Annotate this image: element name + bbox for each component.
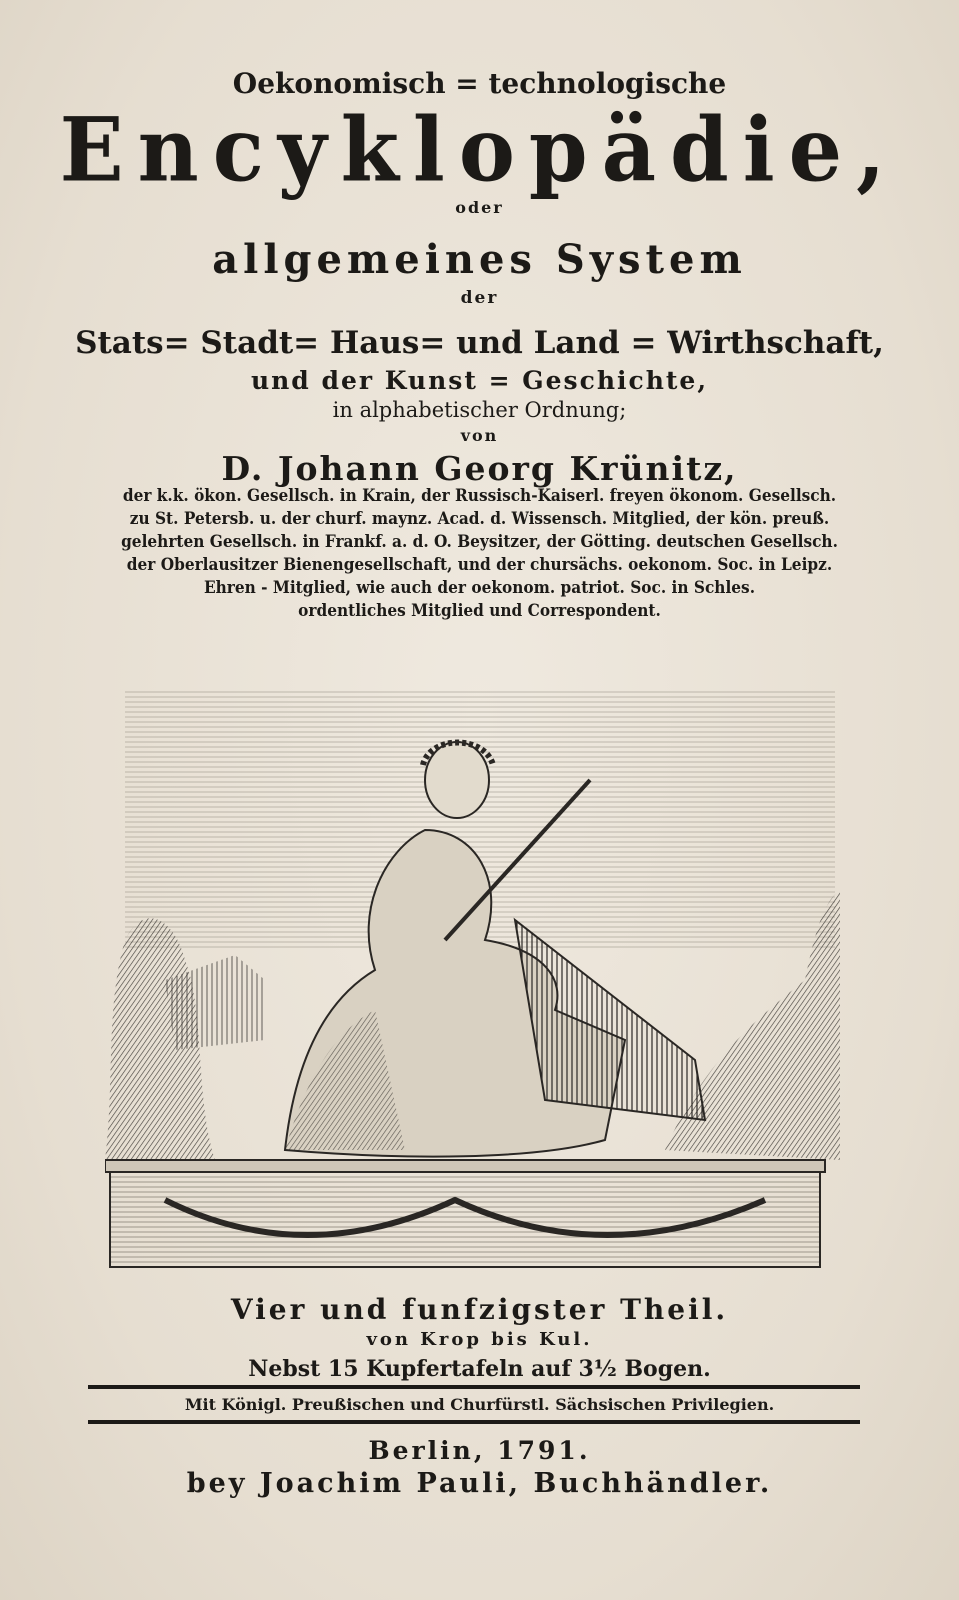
rule-divider [88,1385,860,1389]
oder-text: oder [455,198,504,217]
series-line: Oekonomisch = technologische [232,67,727,100]
order-text: in alphabetischer Ordnung; [332,398,627,422]
credential-line: der Oberlausitzer Bienengesellschaft, und der chursächs. oekonom. Soc. in Leipz. [126,555,833,574]
place-year: Berlin, 1791. [368,1436,591,1465]
plinth-top [105,1160,825,1172]
subject-line: Stats= Stadt= Haus= und Land = Wirthschaft, [75,325,884,361]
subject-line-2: und der Kunst = Geschichte, [250,366,709,395]
publisher: bey Joachim Pauli, Buchhändler. [186,1468,773,1499]
volume-range: von Krop bis Kul. [366,1329,593,1350]
credential-line: Ehren - Mitglied, wie auch der oekonom. patriot. Soc. in Schles. [203,578,756,597]
credential-line: ordentliches Mitglied und Correspondent. [298,601,661,620]
author-name: D. Johann Georg Krünitz, [221,449,738,488]
von-text: von [460,426,499,445]
credential-line: der k.k. ökon. Gesellsch. in Krain, der Russisch-Kaiserl. freyen ökonom. Gesellsch. [122,486,837,505]
credential-line: zu St. Petersb. u. der churf. maynz. Acad. d. Wissensch. Mitglied, der kön. preuß. [129,509,830,528]
main-title: Encyklopädie, [59,97,900,202]
privileges-note: Mit Königl. Preußischen und Churfürstl. Sächsischen Privilegien. [184,1395,775,1414]
subtitle: allgemeines System [212,236,747,283]
rule-divider [88,1420,860,1424]
credential-line: gelehrten Gesellsch. in Frankf. a. d. O. Beysitzer, der Götting. deutschen Gesellsch. [121,532,838,551]
plates-note: Nebst 15 Kupfertafeln auf 3½ Bogen. [248,1356,711,1382]
volume-number: Vier und funfzigster Theil. [230,1293,729,1326]
der-text: der [460,288,499,308]
figure-head [425,742,489,818]
engraving-illustration [105,680,845,1270]
